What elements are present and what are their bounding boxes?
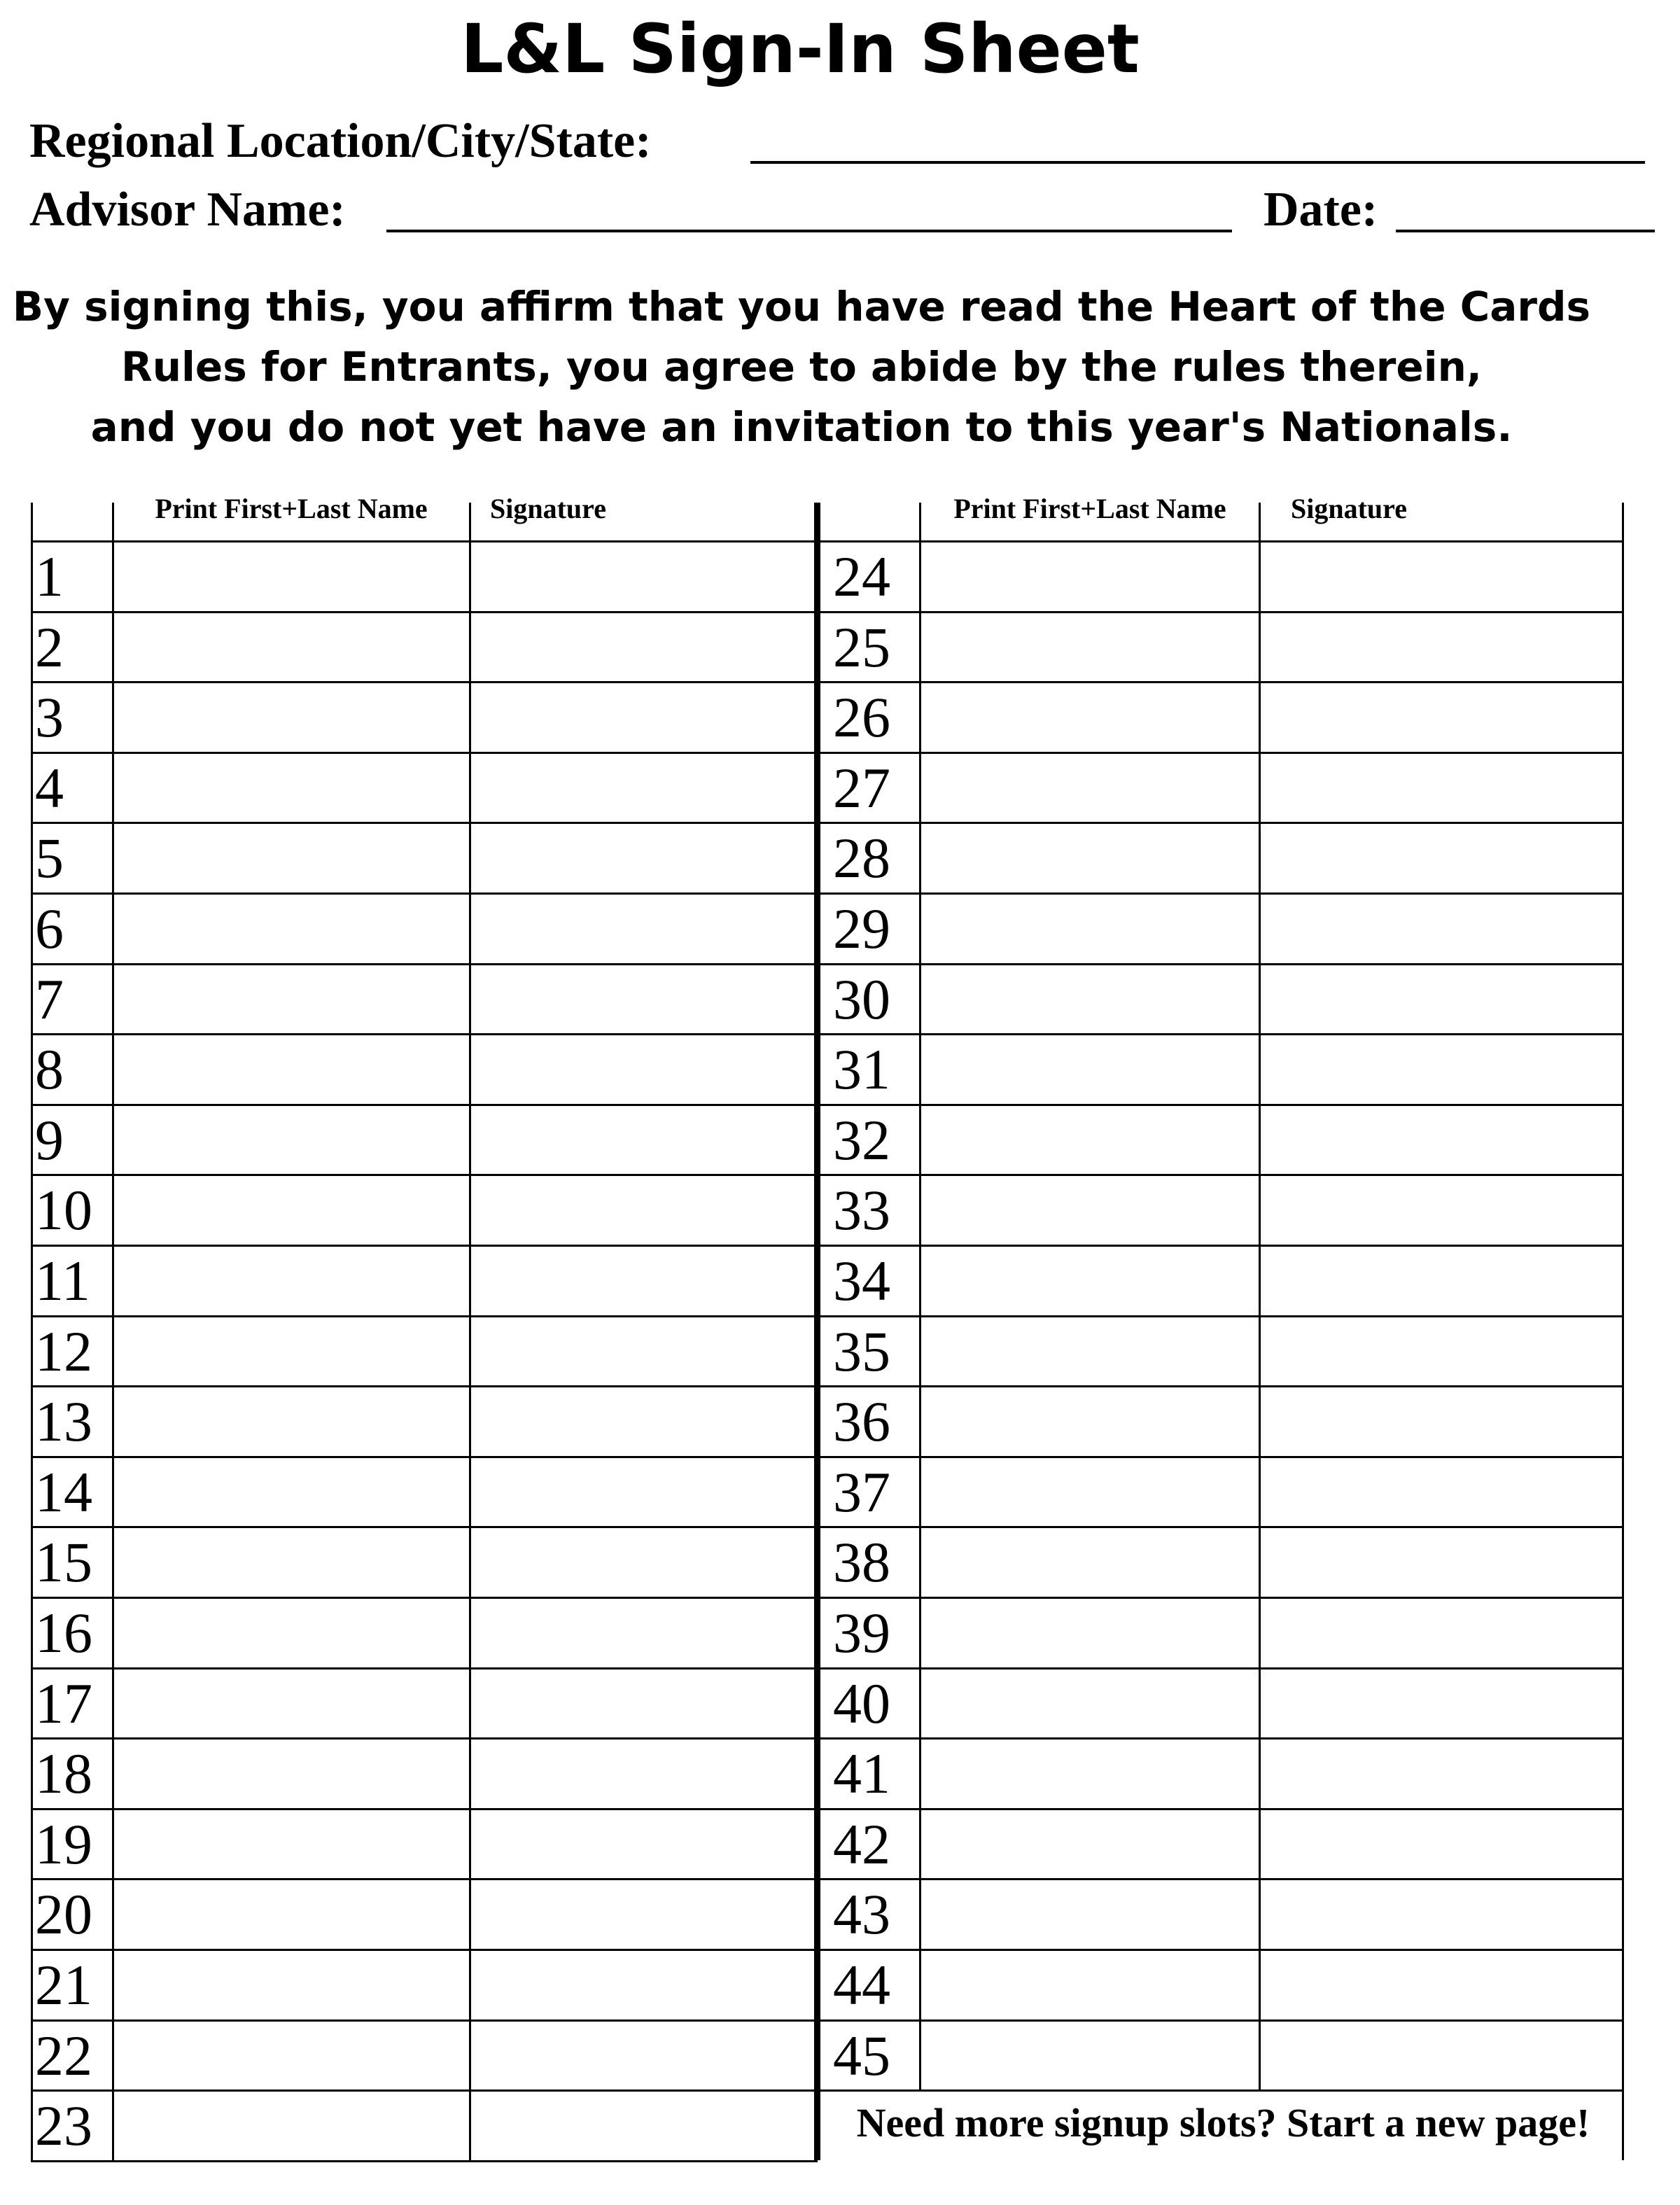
- date-field[interactable]: [1396, 230, 1655, 232]
- signature-cell[interactable]: [1261, 613, 1620, 681]
- column-line: [31, 503, 33, 2160]
- name-cell[interactable]: [114, 1528, 468, 1596]
- header-print-name-right: Print First+Last Name: [953, 493, 1226, 524]
- name-cell[interactable]: [921, 1740, 1257, 1807]
- name-cell[interactable]: [921, 1317, 1257, 1385]
- name-cell[interactable]: [921, 1810, 1257, 1878]
- row-number: 31: [833, 1037, 890, 1102]
- name-cell[interactable]: [114, 1317, 468, 1385]
- date-label: Date:: [1264, 183, 1378, 237]
- signature-cell[interactable]: [471, 754, 813, 822]
- row-number: 12: [35, 1319, 92, 1383]
- row-number: 16: [35, 1601, 92, 1665]
- signature-cell[interactable]: [471, 1247, 813, 1315]
- row-number: 30: [833, 967, 890, 1031]
- row-number: 14: [35, 1460, 92, 1524]
- row-number: 34: [833, 1249, 890, 1312]
- row-number: 33: [833, 1178, 890, 1242]
- row-number: 5: [35, 826, 64, 890]
- row-number: 44: [833, 1953, 890, 2017]
- signature-cell[interactable]: [471, 1810, 813, 1878]
- row-number: 4: [35, 755, 64, 820]
- row-number: 18: [35, 1742, 92, 1806]
- signature-cell[interactable]: [471, 1106, 813, 1174]
- row-number: 3: [35, 685, 64, 750]
- signature-cell[interactable]: [1261, 1035, 1620, 1103]
- signature-cell[interactable]: [471, 1176, 813, 1244]
- name-cell[interactable]: [921, 1880, 1257, 1948]
- row-line: [31, 2160, 818, 2162]
- affirmation-line: and you do not yet have an invitation to this year's Nationals.: [90, 403, 1513, 451]
- name-cell[interactable]: [921, 1528, 1257, 1596]
- row-number: 36: [833, 1390, 890, 1454]
- signature-cell[interactable]: [1261, 824, 1620, 892]
- row-number: 38: [833, 1530, 890, 1595]
- signature-cell[interactable]: [1261, 965, 1620, 1033]
- name-cell[interactable]: [114, 2092, 468, 2160]
- name-cell[interactable]: [114, 683, 468, 751]
- signature-cell[interactable]: [1261, 1951, 1620, 2019]
- signature-cell[interactable]: [1261, 542, 1620, 610]
- name-cell[interactable]: [921, 683, 1257, 751]
- signature-cell[interactable]: [471, 1528, 813, 1596]
- signature-cell[interactable]: [471, 613, 813, 681]
- name-cell[interactable]: [114, 1951, 468, 2019]
- name-cell[interactable]: [921, 1106, 1257, 1174]
- row-number: 39: [833, 1601, 890, 1665]
- row-number: 10: [35, 1178, 92, 1242]
- row-number: 24: [833, 545, 890, 608]
- name-cell[interactable]: [921, 754, 1257, 822]
- row-number: 1: [35, 545, 64, 608]
- row-number: 26: [833, 685, 890, 750]
- row-number: 37: [833, 1460, 890, 1524]
- name-cell[interactable]: [114, 754, 468, 822]
- row-number: 22: [35, 2023, 92, 2087]
- signature-cell[interactable]: [1261, 1670, 1620, 1737]
- row-number: 45: [833, 2023, 890, 2087]
- signature-cell[interactable]: [1261, 1176, 1620, 1244]
- row-number: 32: [833, 1107, 890, 1172]
- name-cell[interactable]: [921, 965, 1257, 1033]
- row-number: 13: [35, 1390, 92, 1454]
- name-cell[interactable]: [114, 895, 468, 962]
- name-cell[interactable]: [114, 965, 468, 1033]
- name-cell[interactable]: [114, 1670, 468, 1737]
- column-line: [1622, 503, 1624, 2160]
- row-number: 6: [35, 897, 64, 960]
- signature-cell[interactable]: [471, 1670, 813, 1737]
- name-cell[interactable]: [921, 824, 1257, 892]
- name-cell[interactable]: [921, 542, 1257, 610]
- row-number: 15: [35, 1530, 92, 1595]
- row-number: 11: [35, 1249, 90, 1312]
- name-cell[interactable]: [921, 1458, 1257, 1526]
- name-cell[interactable]: [114, 1740, 468, 1807]
- name-cell[interactable]: [921, 1599, 1257, 1667]
- row-number: 21: [35, 1953, 92, 2017]
- signature-cell[interactable]: [471, 895, 813, 962]
- row-number: 29: [833, 897, 890, 960]
- signature-cell[interactable]: [1261, 1880, 1620, 1948]
- name-cell[interactable]: [921, 2022, 1257, 2090]
- signature-cell[interactable]: [471, 2092, 813, 2160]
- signature-cell[interactable]: [471, 1599, 813, 1667]
- signature-cell[interactable]: [1261, 1458, 1620, 1526]
- row-number: 23: [35, 2094, 92, 2158]
- signature-cell[interactable]: [1261, 1810, 1620, 1878]
- name-cell[interactable]: [921, 1247, 1257, 1315]
- header-signature-right: Signature: [1291, 493, 1407, 524]
- center-divider: [814, 503, 820, 2160]
- row-number: 9: [35, 1107, 64, 1172]
- signature-cell[interactable]: [1261, 683, 1620, 751]
- signature-cell[interactable]: [1261, 2022, 1620, 2090]
- signature-cell[interactable]: [1261, 1387, 1620, 1455]
- signature-cell[interactable]: [471, 1951, 813, 2019]
- signature-cell[interactable]: [471, 1880, 813, 1948]
- name-cell[interactable]: [114, 542, 468, 610]
- signature-cell[interactable]: [471, 1458, 813, 1526]
- name-cell[interactable]: [114, 1458, 468, 1526]
- signature-cell[interactable]: [1261, 1247, 1620, 1315]
- signature-cell[interactable]: [1261, 754, 1620, 822]
- row-number: 42: [833, 1812, 890, 1876]
- row-number: 8: [35, 1037, 64, 1102]
- signature-cell[interactable]: [471, 1035, 813, 1103]
- name-cell[interactable]: [114, 824, 468, 892]
- name-cell[interactable]: [114, 1880, 468, 1948]
- regional-location-label: Regional Location/City/State:: [29, 114, 652, 168]
- name-cell[interactable]: [114, 1599, 468, 1667]
- row-number: 19: [35, 1812, 92, 1876]
- row-number: 35: [833, 1319, 890, 1383]
- name-cell[interactable]: [921, 1951, 1257, 2019]
- name-cell[interactable]: [921, 1035, 1257, 1103]
- signature-cell[interactable]: [471, 683, 813, 751]
- row-number: 28: [833, 826, 890, 890]
- signature-cell[interactable]: [1261, 1740, 1620, 1807]
- signature-cell[interactable]: [471, 965, 813, 1033]
- name-cell[interactable]: [921, 895, 1257, 962]
- signature-cell[interactable]: [471, 542, 813, 610]
- name-cell[interactable]: [114, 1810, 468, 1878]
- row-number: 43: [833, 1882, 890, 1947]
- name-cell[interactable]: [114, 1106, 468, 1174]
- signature-cell[interactable]: [1261, 1317, 1620, 1385]
- name-cell[interactable]: [921, 1387, 1257, 1455]
- name-cell[interactable]: [114, 613, 468, 681]
- row-number: 27: [833, 755, 890, 820]
- row-number: 17: [35, 1671, 92, 1735]
- name-cell[interactable]: [114, 2022, 468, 2090]
- row-number: 25: [833, 615, 890, 679]
- signature-cell[interactable]: [1261, 895, 1620, 962]
- signature-cell[interactable]: [471, 1387, 813, 1455]
- page-title: L&L Sign-In Sheet: [461, 10, 1140, 88]
- signature-cell[interactable]: [471, 824, 813, 892]
- name-cell[interactable]: [921, 613, 1257, 681]
- row-number: 2: [35, 615, 64, 679]
- affirmation-line: By signing this, you affirm that you have read the Heart of the Cards: [12, 283, 1591, 330]
- signature-cell[interactable]: [1261, 1599, 1620, 1667]
- name-cell[interactable]: [114, 1176, 468, 1244]
- signature-cell[interactable]: [471, 1740, 813, 1807]
- affirmation-text: [0, 276, 1603, 457]
- name-cell[interactable]: [114, 1387, 468, 1455]
- signature-cell[interactable]: [1261, 1106, 1620, 1174]
- row-number: 41: [833, 1742, 890, 1806]
- name-cell[interactable]: [114, 1247, 468, 1315]
- row-number: 40: [833, 1671, 890, 1735]
- signature-cell[interactable]: [471, 1317, 813, 1385]
- row-number: 20: [35, 1882, 92, 1947]
- footer-note: Need more signup slots? Start a new page!: [856, 2100, 1590, 2146]
- name-cell[interactable]: [921, 1176, 1257, 1244]
- header-signature-left: Signature: [490, 493, 606, 524]
- name-cell[interactable]: [114, 1035, 468, 1103]
- signature-cell[interactable]: [1261, 1528, 1620, 1596]
- name-cell[interactable]: [921, 1670, 1257, 1737]
- affirmation-line: Rules for Entrants, you agree to abide by the rules therein,: [121, 343, 1482, 391]
- regional-location-field[interactable]: [750, 161, 1645, 164]
- header-print-name-left: Print First+Last Name: [155, 493, 428, 524]
- advisor-name-label: Advisor Name:: [29, 183, 346, 237]
- row-number: 7: [35, 967, 64, 1031]
- signature-cell[interactable]: [471, 2022, 813, 2090]
- advisor-name-field[interactable]: [386, 230, 1232, 232]
